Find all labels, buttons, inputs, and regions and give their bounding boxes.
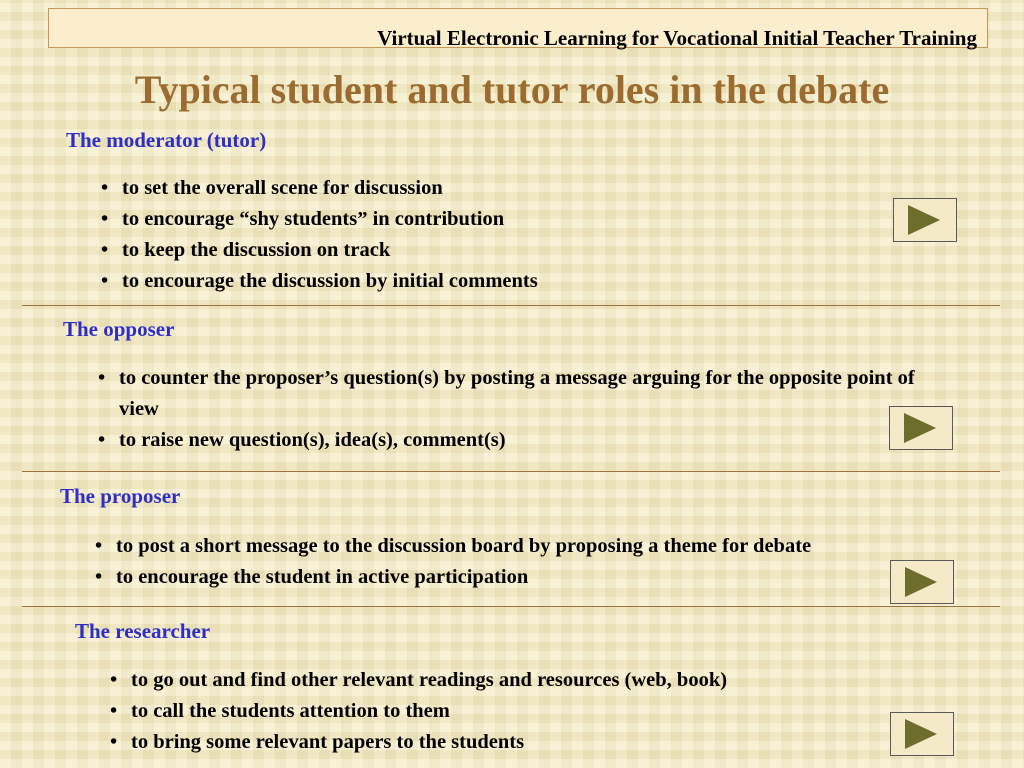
list-item: • to post a short message to the discussion board by proposing a theme for debate [95,531,1005,562]
researcher-bullet-list [110,665,900,758]
list-item: • to set the overall scene for discussion [101,173,881,204]
header-text: Virtual Electronic Learning for Vocational Initial Teacher Training [377,26,977,50]
list-item: • to raise new question(s), idea(s), comment(s) [98,425,928,456]
moderator-bullet-list [101,173,881,297]
proposer-play-button[interactable] [890,560,954,604]
opposer-bullet-list [98,363,928,456]
proposer-bullet-list [95,531,1005,593]
section-divider [22,471,1000,472]
play-icon [905,567,937,597]
header-bar [48,8,988,48]
list-item: • to go out and find other relevant readings and resources (web, book) [110,665,900,696]
section-heading-moderator: The moderator (tutor) [66,128,267,152]
list-item: • to encourage “shy students” in contribution [101,204,881,235]
section-heading-researcher: The researcher [75,619,211,643]
list-item: • to encourage the student in active participation [95,562,1005,593]
researcher-play-button[interactable] [890,712,954,756]
moderator-play-button[interactable] [893,198,957,242]
section-heading-proposer: The proposer [60,484,181,508]
list-item: • to keep the discussion on track [101,235,881,266]
play-icon [904,413,936,443]
section-heading-opposer: The opposer [63,317,175,341]
list-item: • to encourage the discussion by initial comments [101,266,881,297]
list-item: • to bring some relevant papers to the students [110,727,900,758]
slide-title: Typical student and tutor roles in the debate [134,67,890,112]
list-item: • to call the students attention to them [110,696,900,727]
section-divider [22,606,1000,607]
play-icon [908,205,940,235]
section-divider [22,305,1000,306]
opposer-play-button[interactable] [889,406,953,450]
play-icon [905,719,937,749]
list-item: • to counter the proposer’s question(s) by posting a message arguing for the opposite point of view [98,363,928,425]
